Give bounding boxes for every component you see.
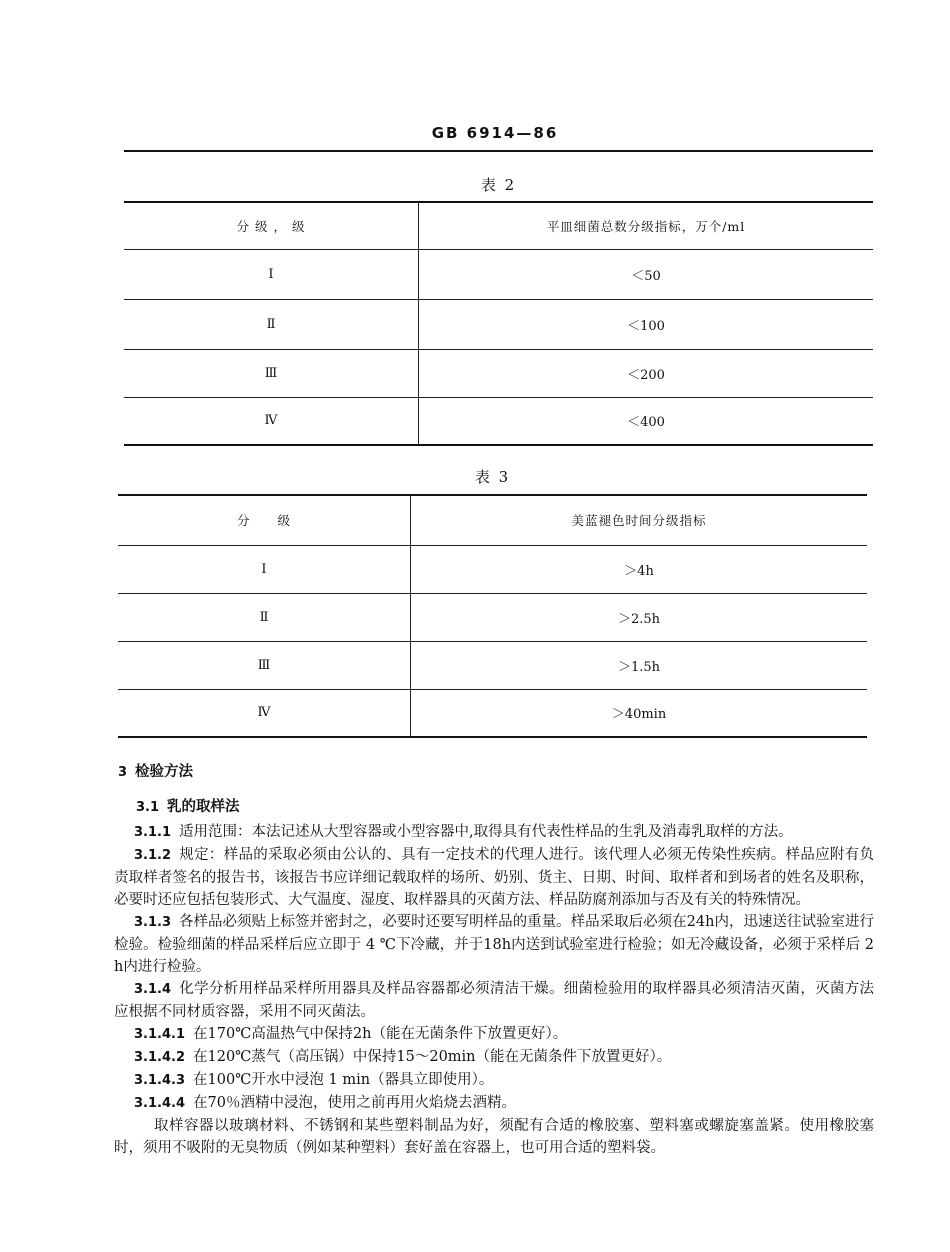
body-text [114,821,874,1159]
table3-col2-header: 美蓝褪色时间分级指标 [411,495,868,545]
clause-text: 各样品必须贴上标签并密封之，必要时还要写明样品的重量。样品采取后必须在24h内，迅速送往试验室进行检验。检验细菌的样品采样后应立即于 4 ℃下冷藏，并于18h内送到试验室进行检验；如无冷藏设备，必须于采样后 2 h内进行检验。 [114,914,874,975]
table3-grade-cell: Ⅰ [118,545,411,593]
table3 [118,494,867,738]
table2-value-cell: ＜50 [419,249,874,299]
table3-value-cell: ＞1.5h [411,641,868,689]
clause-number: 3.1.4.2 [134,1050,185,1065]
clause-number: 3.1.4.3 [134,1073,185,1088]
table2-col1-header: 分 级 ， 级 [124,202,419,249]
paragraph-3-1-3 [114,911,874,978]
section-number: 3 [118,765,128,780]
table3-value-cell: ＞2.5h [411,593,868,641]
clause-text: 在100℃开水中浸泡 1 min（器具立即使用）。 [193,1072,494,1088]
table3-col1-header: 分 级 [118,495,411,545]
table2 [124,201,873,446]
clause-text: 适用范围：本法记述从大型容器或小型容器中,取得具有代表性样品的生乳及消毒乳取样的方法。 [179,824,793,840]
paragraph-3-1-1 [114,821,874,844]
section-3-heading [118,760,193,781]
section-number: 3.1 [136,800,160,815]
standard-number: GB 6914—86 [431,124,559,142]
table2-header-row [124,202,873,249]
paragraph-3-1-4-4 [114,1092,874,1115]
table2-grade-cell: Ⅰ [124,249,419,299]
table3-value-cell: ＞40min [611,707,667,723]
table3-grade-cell: Ⅱ [118,593,411,641]
table2-grade-cell: Ⅲ [124,349,419,397]
clause-text: 在170℃高温热气中保持2h（能在无菌条件下放置更好）。 [193,1026,568,1042]
paragraph-3-1-4 [114,978,874,1023]
table-row [124,299,873,349]
table2-col2-header: 平皿细菌总数分级指标，万个/ml [419,202,874,249]
clause-text: 在70％酒精中浸泡，使用之前再用火焰烧去酒精。 [193,1095,516,1111]
clause-number: 3.1.4.1 [134,1027,185,1042]
section-title: 乳的取样法 [167,798,240,815]
table3-grade-cell: Ⅳ [118,689,411,737]
table3-header-row [118,495,867,545]
clause-number: 3.1.4.4 [134,1096,185,1111]
paragraph-3-1-2 [114,844,874,911]
table-row [124,397,873,445]
clause-number: 3.1.3 [134,915,172,930]
paragraph-3-1-4-1 [114,1023,874,1046]
clause-number: 3.1.4 [134,982,172,997]
table-row [124,249,873,299]
table-row [118,689,867,737]
table3-value-cell: ＞4h [411,545,868,593]
clause-text: 在120℃蒸气（高压锅）中保持15～20min（能在无菌条件下放置更好）。 [193,1049,672,1065]
table2-caption: 表 2 [480,176,517,194]
table3-caption: 表 3 [474,468,511,486]
table-row [118,545,867,593]
table-row [118,641,867,689]
clause-text: 规定：样品的采取必须由公认的、具有一定技术的代理人进行。该代理人必须无传染性疾病。样品应附有负责取样者签名的报告书，该报告书应详细记载取样的场所、奶别、货主、日期、时间、取样者和到场者的姓名及职称，必要时还应包括包装形式、大气温度、湿度、取样器具的灭菌方法、样品防腐剂添加与否及有关的特殊情况。 [114,847,874,908]
table-row [124,349,873,397]
table3-grade-cell: Ⅲ [118,641,411,689]
header-rule [124,150,873,152]
table2-grade-cell: Ⅱ [124,299,419,349]
clause-text: 化学分析用样品采样所用器具及样品容器都必须清洁干燥。细菌检验用的取样器具必须清洁灭菌，灭菌方法应根据不同材质容器，采用不同灭菌法。 [114,981,874,1020]
paragraph-3-1-4-2 [114,1046,874,1069]
section-title: 检验方法 [135,763,194,780]
table2-grade-cell: Ⅳ [124,397,419,445]
clause-number: 3.1.1 [134,825,172,840]
clause-number: 3.1.2 [134,848,172,863]
paragraph-3-1-4-3 [114,1069,874,1092]
section-3-1-heading [136,795,240,816]
table-row [118,593,867,641]
table2-value-cell: ＜100 [419,299,874,349]
table2-value-cell: ＜400 [627,415,665,431]
table2-value-cell: ＜200 [419,349,874,397]
paragraph-final: 取样容器以玻璃材料、不锈钢和某些塑料制品为好，须配有合适的橡胶塞、塑料塞或螺旋塞盖紧。使用橡胶塞时，须用不吸附的无臭物质（例如某种塑料）套好盖在容器上，也可用合适的塑料袋。 [114,1118,874,1156]
